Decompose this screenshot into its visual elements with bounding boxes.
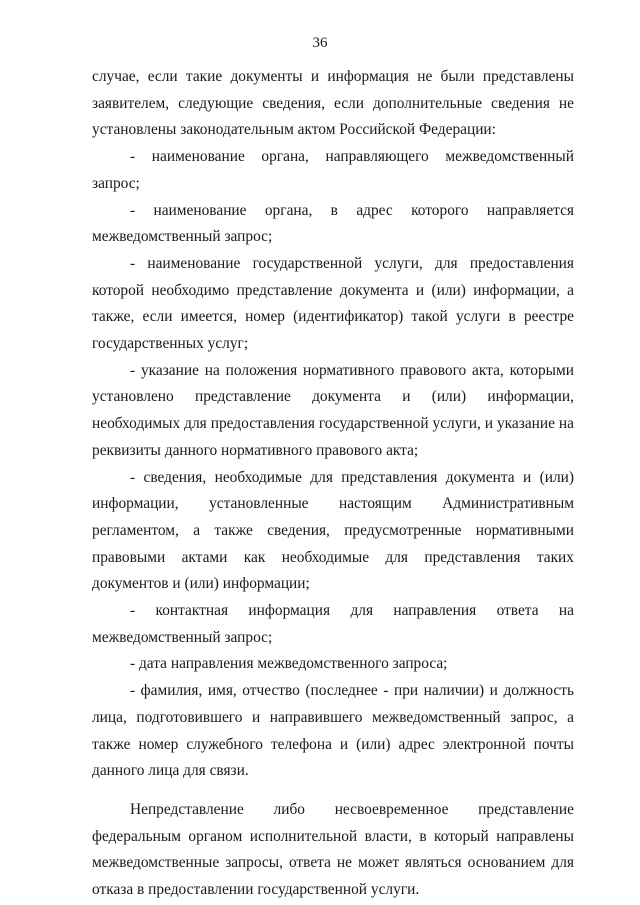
paragraph-non-submission: Непредставление либо несвоевременное представление федеральным органом исполнительной власти, в который направлены межведомственные запросы, ответа не может являться основанием для отказа в предоставлении государственной услуги. — [92, 800, 574, 899]
list-item-responsible-person: - фамилия, имя, отчество (последнее - при наличии) и должность лица, подготовившего и направившего межведомственный запрос, а также номер служебного телефона и (или) адрес электронной почты данного лица для связи. — [92, 682, 574, 780]
list-item-requesting-body: - наименование органа, направляющего межведомственный запрос; — [92, 148, 574, 192]
paragraph-continuation: случае, если такие документы и информация не были представлены заявителем, следующие сведения, если дополнительные сведения не установлены законодательным актом Российской Федерации: — [92, 68, 574, 139]
list-item-recipient-body: - наименование органа, в адрес которого направляется межведомственный запрос; — [92, 201, 574, 246]
list-item-legal-act: - указание на положения нормативного правового акта, которыми установлено представление документа и (или) информации, необходимых для предоставления государственной услуги, и указание на реквизиты данного нормативного правового акта; — [92, 361, 574, 459]
list-item-contact-info: - контактная информация для направления ответа на межведомственный запрос; — [92, 602, 574, 646]
list-item-required-info: - сведения, необходимые для представления документа и (или) информации, установленные настоящим Административным регламентом, а также сведения, предусмотренные нормативными правовыми актами как необходимые для представления таких документов и (или) информации; — [92, 468, 574, 593]
page-number: 36 — [312, 35, 328, 51]
list-item-request-date: - дата направления межведомственного запроса; — [130, 655, 448, 673]
list-item-service-name: - наименование государственной услуги, для предоставления которой необходимо представление документа и (или) информации, а также, если имеется, номер (идентификатор) такой услуги в реестре государственных услуг; — [92, 254, 574, 353]
document-body — [92, 64, 574, 904]
